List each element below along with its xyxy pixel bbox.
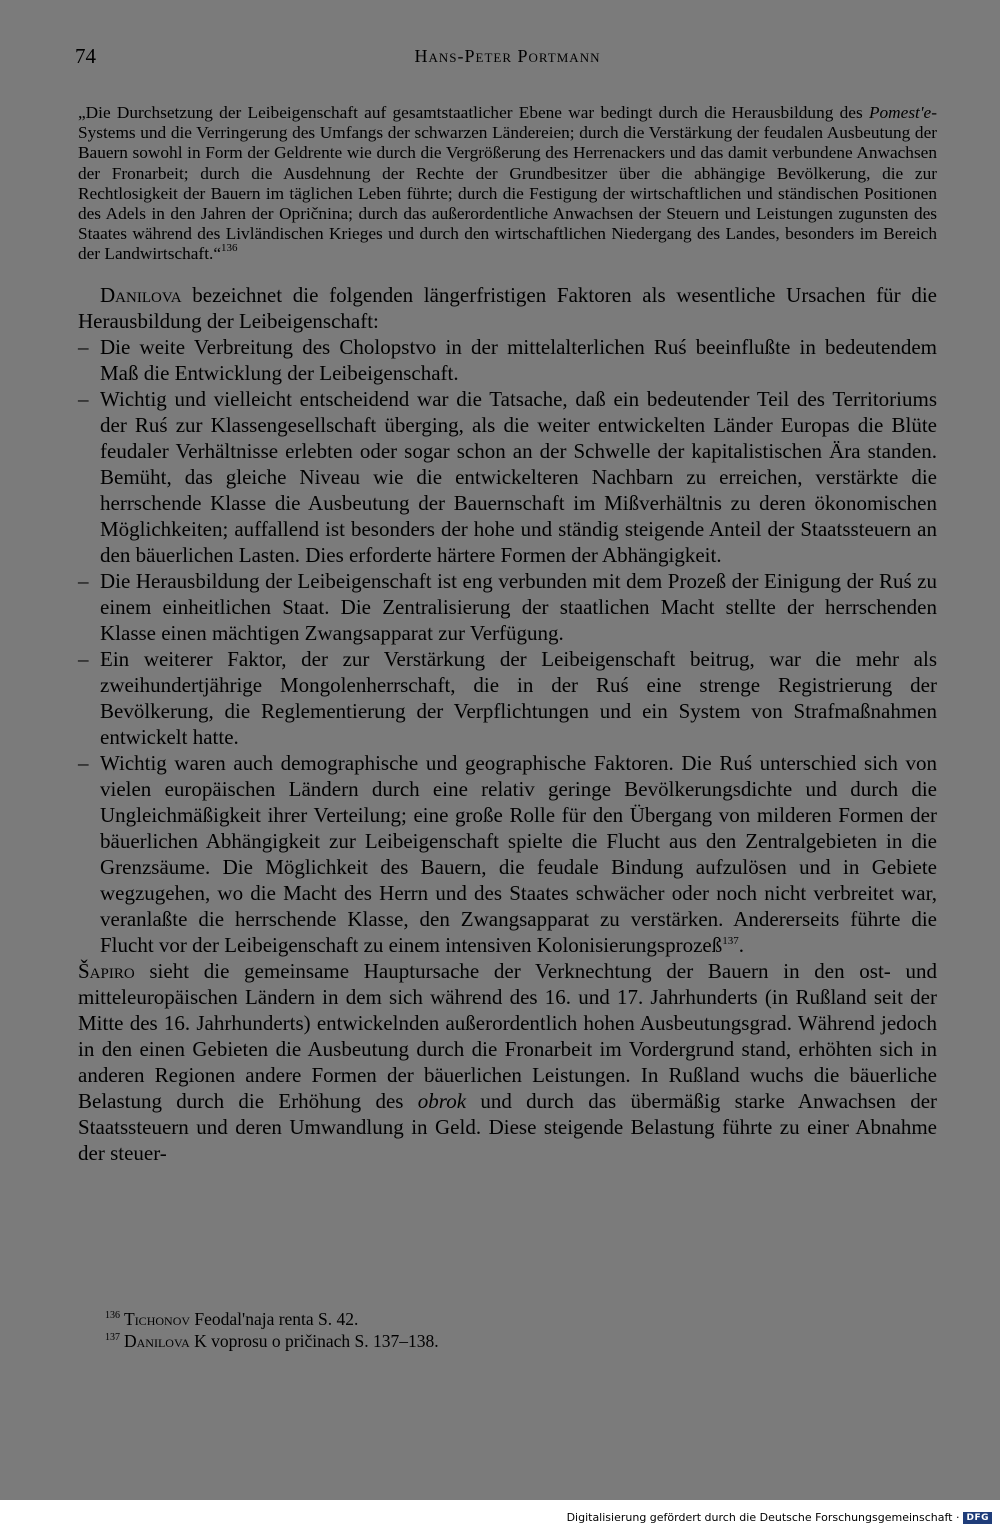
dash-marker: – (78, 646, 89, 671)
list-item: – Wichtig und vielleicht entscheidend war die Tatsache, daß ein bedeutender Teil des Territoriums der Ruś zur Klassengesellschaft überging, als die weiter entwickelten Länder Europas die Blüte feudaler Verhältnisse erlebten oder sogar schon an der Schwelle der kapitalistischen Ära standen. Bemüht, das gleiche Niveau wie die entwickelteren Nachbarn zu erreichen, verstärkte die herrschende Klasse die Ausbeutung der Bauernschaft im Mißverhältnis zu deren ökonomischen Möglichkeiten; auffallend ist besonders der hohe und ständig steigende Anteil der Staatssteuern an den bäuerlichen Lasten. Dies erforderte härtere Formen der Abhängigkeit. (78, 386, 937, 567)
factor-list (78, 334, 937, 958)
page-number: 74 (75, 44, 96, 68)
list-item: – Die weite Verbreitung des Cholopstvo in der mittelalterlichen Ruś beeinflußte in bedeutendem Maß die Entwicklung der Leibeigenschaft. (78, 334, 937, 385)
intro-paragraph: Danilova bezeichnet die folgenden längerfristigen Faktoren als wesentliche Ursachen für die Herausbildung der Leibeigenschaft: (78, 282, 937, 333)
dash-marker: – (78, 750, 89, 775)
sapiro-paragraph: Šapiro sieht die gemeinsame Hauptursache der Verknechtung der Bauern in den ost- und mitteleuropäischen Ländern in dem sich während des 16. und 17. Jahrhunderts (in Rußland seit der Mitte des 16. Jahrhunderts) entwickelnden außerordentlich hohen Ausbeutungsgrad. Während jedoch in den einen Gebieten die Ausbeutung durch die Fronarbeit im Vordergrund stand, erhöhten sich in anderen Regionen andere Formen der bäuerlichen Leistungen. In Rußland wuchs die bäuerliche Belastung durch die Erhöhung des obrok und durch das übermäßig starke Anwachsen der Staatssteuern und deren Umwandlung in Geld. Diese steigende Belastung führte zu einer Abnahme der steuer- (78, 958, 938, 1165)
page-header (75, 44, 940, 78)
footnote: $^{137}$ Danilova K voprosu o pričinach S. 137–138. (105, 1331, 439, 1351)
list-item: – Wichtig waren auch demographische und geographische Faktoren. Die Ruś unterschied sich von vielen europäischen Ländern durch eine relativ geringe Bevölkerungsdichte und durch die Ungleichmäßigkeit ihrer Verteilung; eine große Rolle für den Übergang von milderen Formen der bäuerlichen Abhängigkeit zur Leibeigenschaft spielte die Flucht aus den Zentralgebieten in die Grenzsäume. Die Möglichkeit des Bauern, die feudale Bindung aufzulösen und in Gebiete wegzugehen, wo die Macht des Herrn und des Staates schwächer oder noch nicht verbreitet war, veranlaßte die herrschende Klasse, den Zwangsapparat zu verstärken. Andererseits führte die Flucht vor der Leibeigenschaft zu einem intensiven Kolonisierungsprozeß$^{137}$. (78, 750, 937, 957)
author-name: Šapiro (78, 958, 135, 983)
list-item: – Ein weiterer Faktor, der zur Verstärkung der Leibeigenschaft beitrug, war die mehr als zweihundertjährige Mongolenherrschaft, die in der Ruś eine strenge Registrierung der Bevölkerung, die Reglementierung der Verpflichtungen und ein System von Strafmaßnahmen entwickelt hatte. (78, 646, 937, 749)
digitization-footer (567, 1511, 992, 1524)
dash-marker: – (78, 568, 89, 593)
footnotes (105, 1308, 865, 1352)
italic-term: obrok (417, 1088, 467, 1113)
dash-marker: – (78, 386, 89, 411)
page-body (78, 103, 937, 1166)
list-item: – Die Herausbildung der Leibeigenschaft ist eng verbunden mit dem Prozeß der Einigung der Ruś zu einem einheitlichen Staat. Die Zentralisierung der staatlichen Macht stellte der herrschenden Klasse einen mächtigen Zwangsapparat zur Verfügung. (78, 568, 937, 645)
running-head: Hans-Peter Portmann (414, 46, 601, 66)
footnote-ref: 136 (220, 242, 238, 255)
dfg-logo: DFG (963, 1512, 992, 1524)
footnote-ref: 137 (722, 934, 739, 947)
funding-note: Digitalisierung gefördert durch die Deutsche Forschungsgemeinschaft · (566, 1511, 960, 1524)
block-quote: „Die Durchsetzung der Leibeigenschaft auf gesamtstaatlicher Ebene war bedingt durch die Herausbildung des Pomest'e-Systems und die Verringerung des Umfangs der schwarzen Ländereien; durch die Verstärkung der feudalen Ausbeutung der Bauern sowohl in Form der Geldrente wie durch die Vergrößerung des Herrenackers und das damit verbundene Anwachsen der Fronarbeit; durch die Ausdehnung der Rechte der Grundbesitzer über die abhängige Bevölkerung, die zur Rechtlosigkeit der Bauern im täglichen Leben führte; durch die Festigung der wirtschaftlichen und ständischen Positionen des Adels in den Jahren der Opričnina; durch das außerordentliche Anwachsen der Steuern und Leistungen zugunsten des Staates während des Livländischen Krieges und durch den wirtschaftlichen Niedergang des Landes, besonders im Bereich der Landwirtschaft.“$^{136}$ (78, 103, 937, 264)
footnote: $^{136}$ Tichonov Feodal'naja renta S. 42. (105, 1309, 359, 1329)
dash-marker: – (78, 334, 89, 359)
italic-term: Pomest'e (868, 103, 932, 122)
author-name: Danilova (100, 282, 182, 307)
